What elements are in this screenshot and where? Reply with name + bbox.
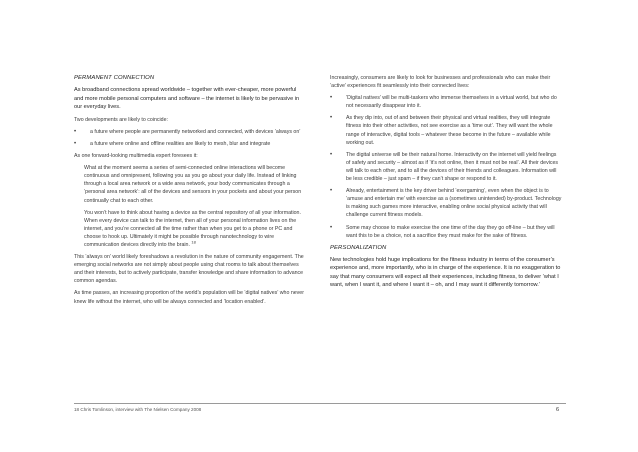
bullet-icon: • (330, 115, 333, 122)
footnote: 18 Chris Tomlinson, interview with The Nielsen Company 2008 (74, 407, 202, 412)
list-item-text: ‘Digital natives’ will be multi-taskers who immerse themselves in a virtual world, but who do not necessarily disappear into it. (346, 95, 557, 110)
lead-paragraph: New technologies hold huge implications for the fitness industry in terms of the consumer’s experience and, more importantly, who is in charge of the experience. It is no exaggeration to say that many consumers will expect all their experiences, including fitness, to deliver ‘what I want, when I want it, and where I want it – oh, and I may want it differently tomorrow.’ (330, 256, 561, 289)
bullet-icon: • (74, 140, 77, 147)
intro-paragraph: Two developments are likely to coincide: (74, 116, 168, 123)
list-item (330, 114, 562, 146)
lead-paragraph: As broadband connections spread worldwide – together with ever-cheaper, more powerful and more mobile personal computers and software – the internet is likely to be pervasive in our everyday lives. (74, 87, 300, 111)
quote-paragraph: What at the moment seems a series of semi-connected online interactions will become continuous and omnipresent, following you as you go about your daily life. Instead of linking through a local area network or a wide area network, your body communicates through a ‘personal area network’: all of the devices and sensors in your pockets and about your person continually chat to each other. (84, 165, 302, 204)
forecaster-paragraph: As one forward-looking multimedia expert foresees it: (74, 153, 198, 160)
body-paragraph: As time passes, an increasing proportion of the world’s population will be ‘digital natives’ who never knew life without the internet, who will be always connected and ‘location enabled’. (74, 290, 304, 305)
left-column (74, 74, 306, 310)
list-item-text: Already, entertainment is the key driver behind ‘exergaming’, even when the object is to ‘amuse and entertain me’ with exercise as a (sometimes unintended) by-product. Technology is making such games more interactive, enabling online social physical activity that will challenge current fitness models. (346, 188, 562, 219)
section-heading-permanent-connection: PERMANENT CONNECTION (74, 75, 155, 81)
footer-divider (74, 403, 566, 404)
page-number: 6 (556, 407, 560, 413)
bullet-icon: • (330, 151, 333, 158)
list-item (330, 224, 562, 240)
list-item-text: a future where people are permanently networked and connected, with devices ‘always on’ (90, 128, 301, 135)
list-item (330, 151, 562, 183)
list-item-text: As they dip into, out of and between their physical and virtual realities, they will integrate fitness into their other activities, not see exercise as a ‘time out’. They will want the whole range of interactive, digital tools – whatever these become in the future – available while working out. (346, 115, 553, 146)
intro-paragraph: Increasingly, consumers are likely to look for businesses and professionals who can make their ‘active’ experiences fit seamlessly into their connected lives: (330, 75, 551, 90)
bullet-list (74, 128, 306, 148)
section-heading-personalization: PERSONALIZATION (330, 244, 387, 251)
list-item (74, 128, 306, 136)
right-column (330, 74, 562, 294)
list-item-text: The digital universe will be their natural home. Interactivity on the internet will yield feelings of safety and security – almost as if ‘it’s not online, then it must not be real’. All their devices will talk to each other, and to all the devices of their friends and colleagues. Information will be less credible – just spam – if they can’t shape or respond to it. (346, 151, 559, 183)
list-item (74, 140, 306, 148)
bullet-icon: • (330, 188, 333, 195)
list-item (330, 94, 562, 110)
bullet-icon: • (330, 95, 333, 102)
body-paragraph: This ‘always on’ world likely foreshadows a revolution in the nature of community engagement. The emerging social networks are not simply about people using chat rooms to talk about themselves and their interests, but to actively participate, transfer knowledge and share information to advance common agendas. (74, 254, 304, 285)
quote-text: You won’t have to think about having a device as the central repository of all your information. When every device can talk to the internet, then all of your personal information lives on the internet, and you’re connected all the time rather than when you get to a phone or PC and choose to hook up. Ultimately it might be possible through nanotechnology to wire communication devices directly into the brain. (84, 209, 301, 248)
bullet-icon: • (330, 224, 333, 231)
bullet-list (330, 94, 562, 240)
list-item (330, 187, 562, 219)
list-item-text: Some may choose to make exercise the one time of the day they go off-line – but they will want this to be a choice, not a sacrifice they must make for the sake of fitness. (346, 224, 555, 239)
list-item-text: a future where online and offline realities are likely to mesh, blur and integrate (90, 140, 271, 147)
quote-paragraph (84, 209, 306, 249)
footnote-ref: 18 (191, 239, 196, 245)
bullet-icon: • (74, 128, 77, 135)
